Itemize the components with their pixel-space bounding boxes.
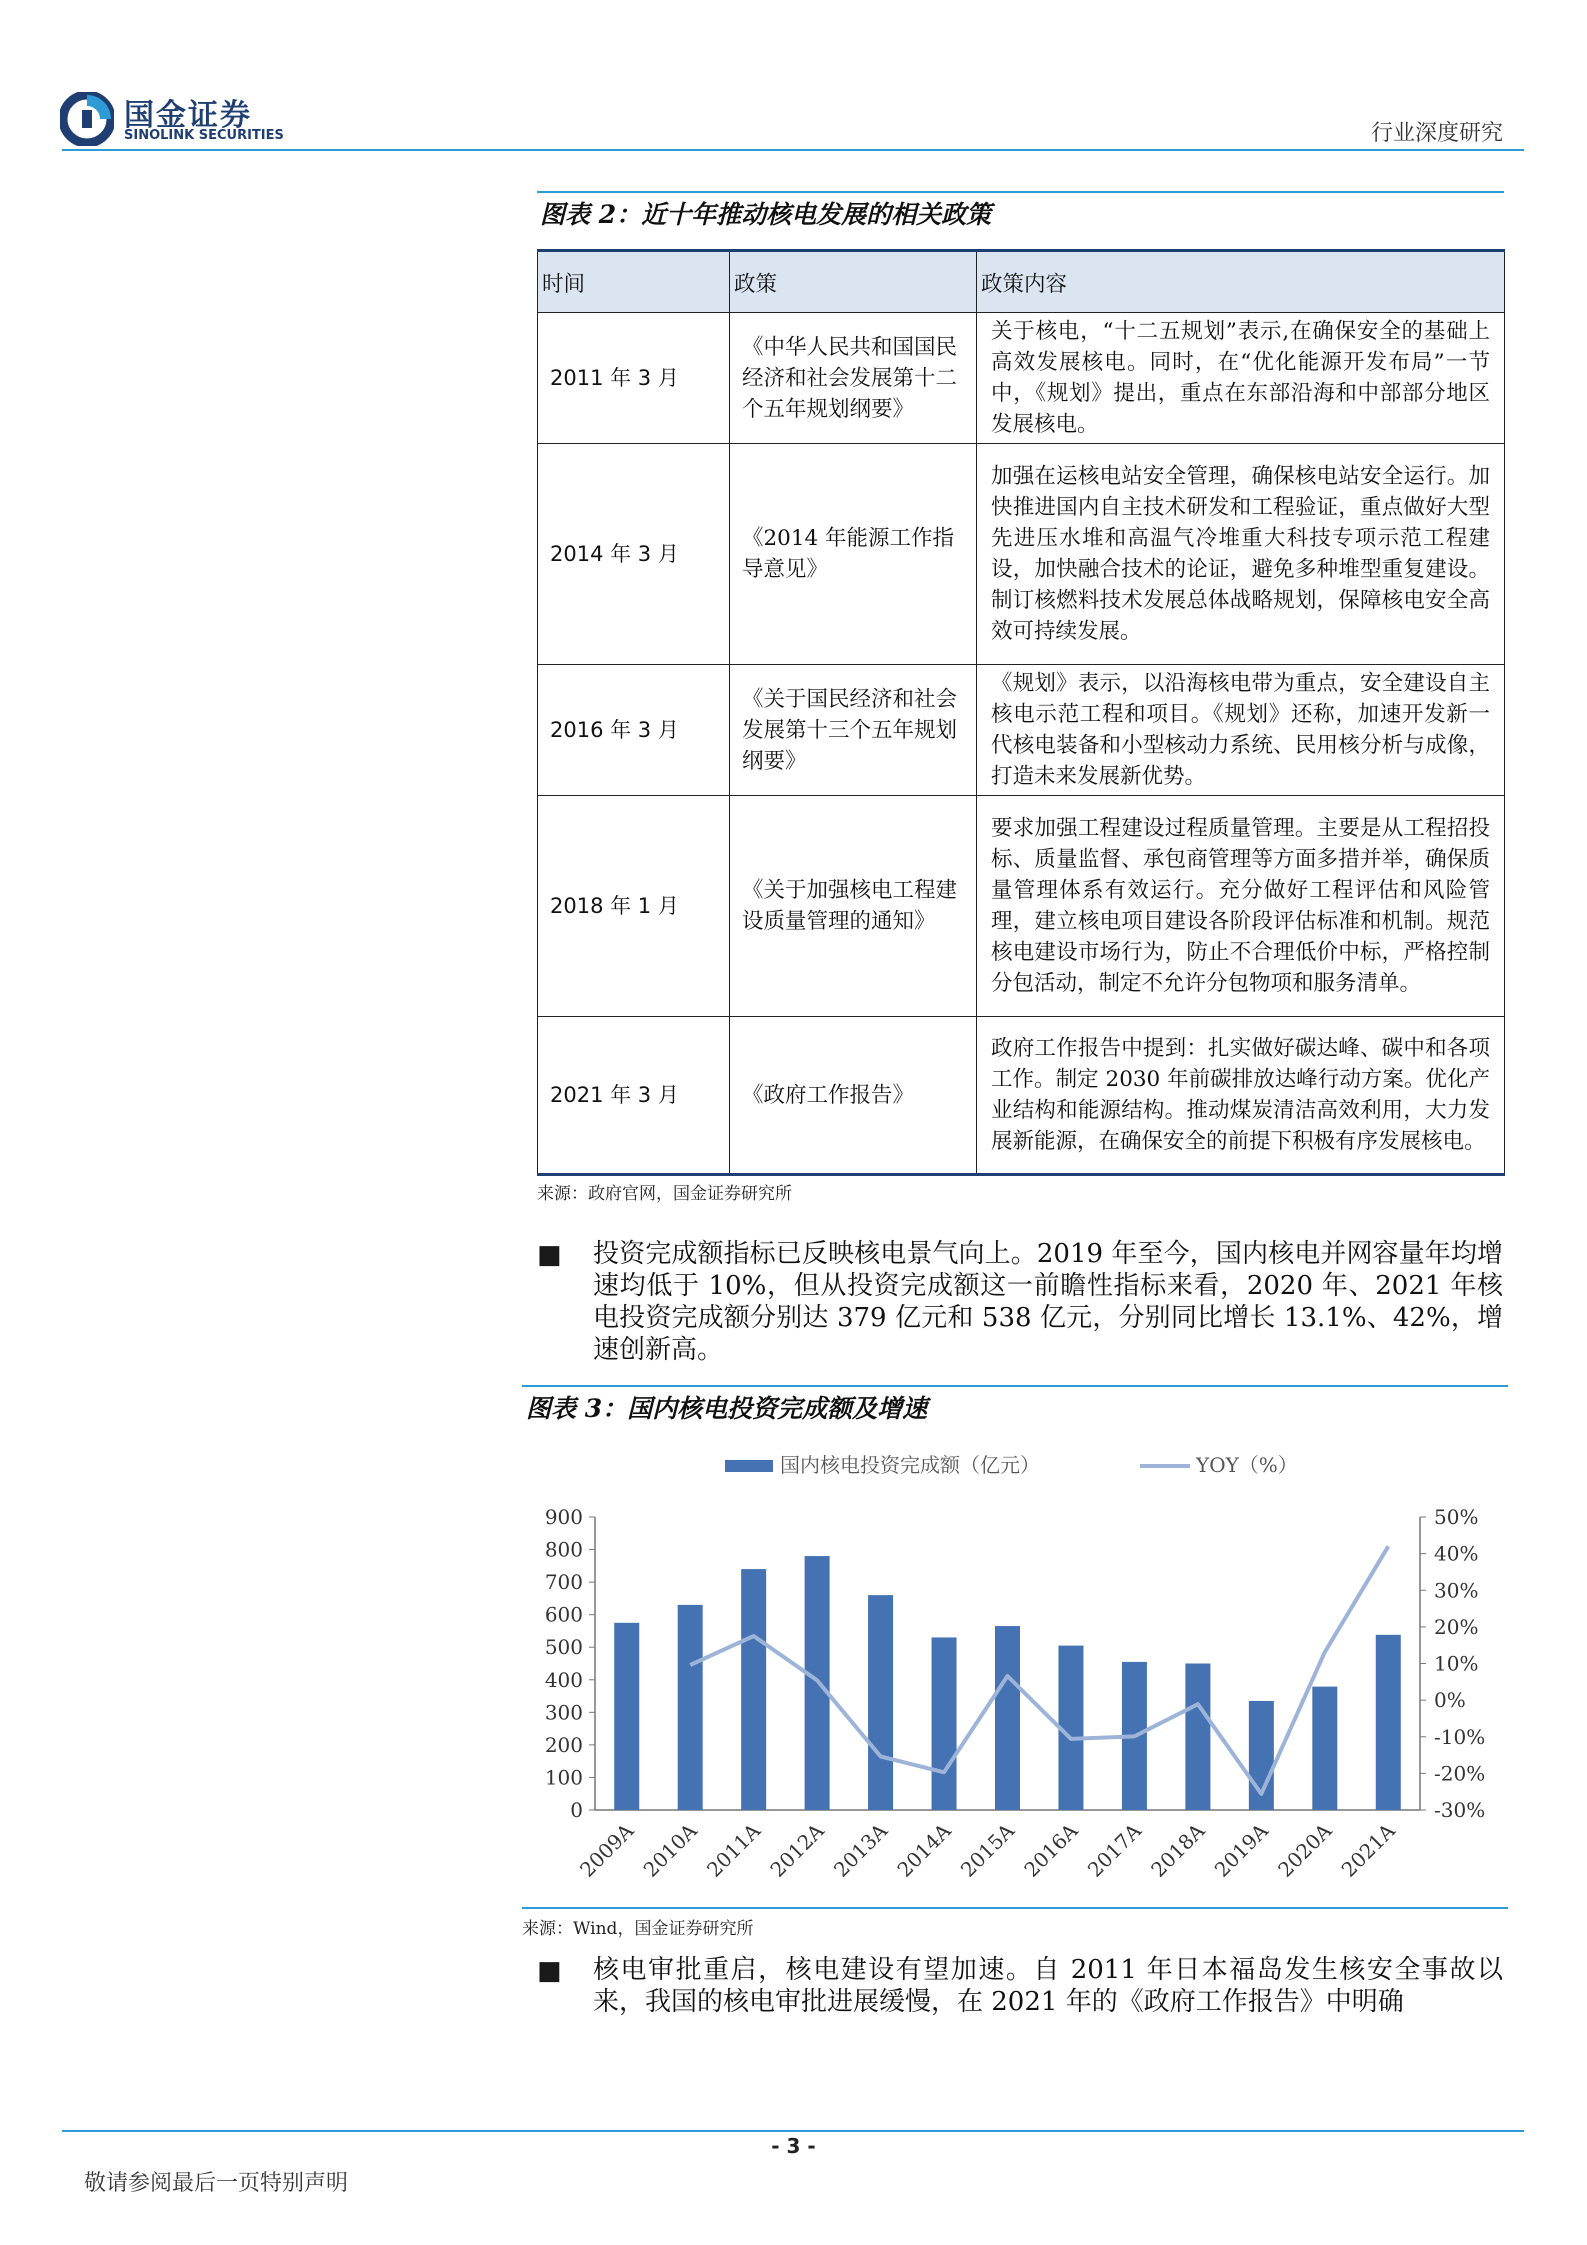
legend-line-label: YOY（%） xyxy=(1196,1453,1298,1477)
left-tick-label: 100 xyxy=(544,1765,583,1790)
bar-2013A xyxy=(868,1595,893,1810)
bar-2018A xyxy=(1185,1664,1210,1811)
cell-policy: 《关于国民经济和社会发展第十三个五年规划纲要》 xyxy=(730,665,977,796)
figure3-bottom-rule xyxy=(522,1907,1508,1909)
left-tick-label: 800 xyxy=(544,1537,583,1562)
policy-table xyxy=(537,249,1505,1176)
left-tick-label: 0 xyxy=(570,1798,583,1822)
legend-bar-swatch xyxy=(725,1460,773,1472)
table-header-row xyxy=(538,251,1505,313)
cell-policy: 《关于加强核电工程建设质量管理的通知》 xyxy=(730,796,977,1017)
cell-time: 2016 年 3 月 xyxy=(538,665,730,796)
left-tick-label: 400 xyxy=(544,1667,583,1692)
page-number: - 3 - xyxy=(771,2134,816,2158)
logo-english-name: SINOLINK SECURITIES xyxy=(124,128,284,143)
right-tick-label: 50% xyxy=(1434,1505,1479,1529)
x-tick-label: 2021A xyxy=(1336,1818,1400,1882)
left-tick-label: 900 xyxy=(544,1505,583,1529)
figure2-source: 来源：政府官网，国金证券研究所 xyxy=(537,1184,792,1204)
x-tick-label: 2019A xyxy=(1209,1818,1273,1882)
right-tick-label: 0% xyxy=(1434,1688,1466,1713)
right-tick-label: -30% xyxy=(1434,1798,1486,1822)
cell-policy: 《2014 年能源工作指导意见》 xyxy=(730,444,977,665)
bar-2010A xyxy=(678,1605,703,1810)
x-tick-label: 2010A xyxy=(638,1818,702,1882)
figure3-top-rule xyxy=(522,1385,1508,1387)
table-row xyxy=(538,665,1505,796)
x-tick-label: 2009A xyxy=(575,1818,639,1882)
left-tick-label: 200 xyxy=(544,1732,583,1757)
cell-time: 2018 年 1 月 xyxy=(538,796,730,1017)
header-rule xyxy=(62,149,1524,151)
bar-2009A xyxy=(614,1623,639,1810)
paragraph-investment: 投资完成额指标已反映核电景气向上。2019 年至今，国内核电并网容量年均增速均低于 10%，但从投资完成额这一前瞻性指标来看，2020 年、2021 年核电投资完成额分别达 379 亿元和 538 亿元，分别同比增长 13.1%、42%，增速创新高。 xyxy=(593,1239,1503,1365)
company-logo xyxy=(60,88,290,148)
investment-chart xyxy=(520,1432,1510,1897)
bar-2020A xyxy=(1312,1687,1337,1810)
cell-policy: 《中华人民共和国国民经济和社会发展第十二个五年规划纲要》 xyxy=(730,313,977,444)
x-tick-label: 2011A xyxy=(702,1818,766,1882)
cell-policy: 《政府工作报告》 xyxy=(730,1017,977,1175)
figure2-title: 图表 2：近十年推动核电发展的相关政策 xyxy=(540,200,992,229)
bar-2011A xyxy=(741,1569,766,1810)
right-tick-label: 30% xyxy=(1434,1578,1479,1603)
column-header-policy: 政策 xyxy=(730,251,977,313)
figure3-title: 图表 3：国内核电投资完成额及增速 xyxy=(526,1394,928,1423)
right-tick-label: 20% xyxy=(1434,1614,1479,1639)
right-tick-label: 10% xyxy=(1434,1651,1479,1676)
left-tick-label: 500 xyxy=(544,1635,583,1660)
cell-content: 要求加强工程建设过程质量管理。主要是从工程招投标、质量监督、承包商管理等方面多措并举，确保质量管理体系有效运行。充分做好工程评估和风险管理，建立核电项目建设各阶段评估标准和机制。规范核电建设市场行为，防止不合理低价中标，严格控制分包活动，制定不允许分包物项和服务清单。 xyxy=(977,796,1505,1017)
right-tick-label: -10% xyxy=(1434,1724,1486,1749)
left-tick-label: 700 xyxy=(544,1570,583,1595)
chart-legend xyxy=(725,1453,1298,1477)
bullet-icon: ■ xyxy=(537,1956,562,1986)
right-tick-label: -20% xyxy=(1434,1761,1486,1786)
x-tick-label: 2017A xyxy=(1082,1818,1146,1882)
bar-2014A xyxy=(932,1637,957,1810)
cell-content: 《规划》表示，以沿海核电带为重点，安全建设自主核电示范工程和项目。《规划》还称，加速开发新一代核电装备和小型核动力系统、民用核分析与成像，打造未来发展新优势。 xyxy=(977,665,1505,796)
cell-time: 2021 年 3 月 xyxy=(538,1017,730,1175)
report-type-label: 行业深度研究 xyxy=(1370,121,1503,146)
cell-content: 关于核电，“十二五规划”表示,在确保安全的基础上高效发展核电。同时，在“优化能源开发布局”一节中，《规划》提出，重点在东部沿海和中部部分地区发展核电。 xyxy=(977,313,1505,444)
x-tick-label: 2020A xyxy=(1273,1818,1337,1882)
bullet-icon: ■ xyxy=(537,1240,562,1270)
paragraph-approval: 核电审批重启，核电建设有望加速。自 2011 年日本福岛发生核安全事故以来，我国的核电审批进展缓慢，在 2021 年的《政府工作报告》中明确 xyxy=(593,1955,1503,2017)
column-header-time: 时间 xyxy=(538,251,730,313)
chart-line xyxy=(690,1546,1388,1794)
yoy-line xyxy=(690,1546,1388,1794)
x-tick-label: 2016A xyxy=(1019,1818,1083,1882)
legend-bar-label: 国内核电投资完成额（亿元） xyxy=(780,1453,1040,1477)
figure2-top-rule xyxy=(537,191,1504,193)
table-row xyxy=(538,796,1505,1017)
left-tick-label: 300 xyxy=(544,1700,583,1725)
footer-rule xyxy=(62,2130,1524,2132)
sinolink-logo-icon xyxy=(60,92,114,146)
cell-content: 政府工作报告中提到：扎实做好碳达峰、碳中和各项工作。制定 2030 年前碳排放达峰行动方案。优化产业结构和能源结构。推动煤炭清洁高效利用，大力发展新能源，在确保安全的前提下积极有序发展核电。 xyxy=(977,1017,1505,1175)
figure3-source: 来源：Wind，国金证券研究所 xyxy=(522,1919,754,1939)
right-tick-label: 40% xyxy=(1434,1541,1479,1566)
cell-time: 2011 年 3 月 xyxy=(538,313,730,444)
cell-time: 2014 年 3 月 xyxy=(538,444,730,665)
x-tick-label: 2015A xyxy=(955,1818,1020,1882)
x-tick-label: 2013A xyxy=(828,1818,893,1882)
column-header-content: 政策内容 xyxy=(977,251,1505,313)
x-tick-label: 2012A xyxy=(765,1818,829,1882)
bar-2015A xyxy=(995,1626,1020,1810)
table-row xyxy=(538,313,1505,444)
chart-bars xyxy=(614,1556,1401,1810)
footer-disclaimer: 敬请参阅最后一页特别声明 xyxy=(84,2171,349,2196)
x-tick-label: 2014A xyxy=(892,1818,956,1882)
table-row xyxy=(538,444,1505,665)
x-tick-label: 2018A xyxy=(1146,1818,1210,1882)
left-tick-label: 600 xyxy=(544,1602,583,1627)
bar-2021A xyxy=(1376,1635,1401,1810)
table-row xyxy=(538,1017,1505,1175)
cell-content: 加强在运核电站安全管理，确保核电站安全运行。加快推进国内自主技术研发和工程验证，重点做好大型先进压水堆和高温气冷堆重大科技专项示范工程建设，加快融合技术的论证，避免多种堆型重复建设。制订核燃料技术发展总体战略规划，保障核电安全高效可持续发展。 xyxy=(977,444,1505,665)
logo-chinese-name: 国金证券 xyxy=(124,98,252,133)
